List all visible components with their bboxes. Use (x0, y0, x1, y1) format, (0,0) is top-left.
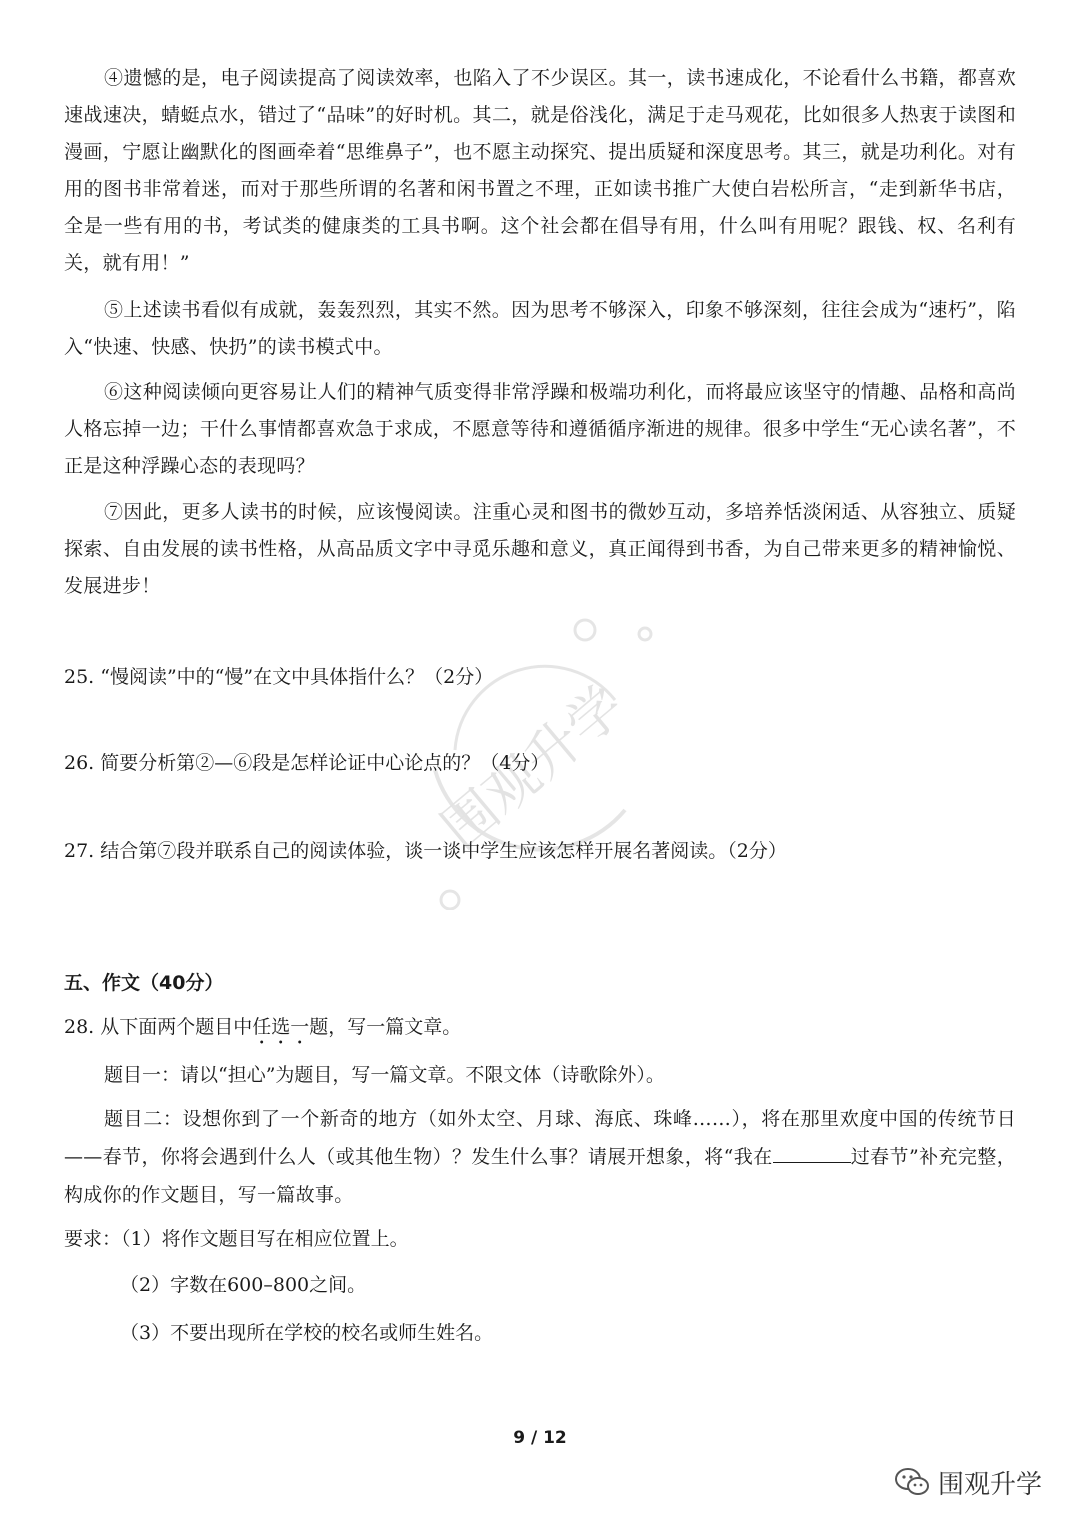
q28-emphasis: 任选一 (252, 1016, 310, 1038)
fill-blank (773, 1144, 851, 1163)
paragraph-4: ④遗憾的是，电子阅读提高了阅读效率，也陷入了不少误区。其一，读书速成化，不论看什么书籍，都喜欢速战速决，蜻蜓点水，错过了“品味”的好时机。其二，就是俗浅化，满足于走马观花，比如很多人热衷于读图和漫画，宁愿让幽默化的图画牵着“思维鼻子”，也不愿主动探究、提出质疑和深度思考。其三，就是功利化。对有用的图书非常着迷，而对于那些所谓的名著和闲书置之不理，正如读书推广大使白岩松所言，“走到新华书店，全是一些有用的书，考试类的健康类的工具书啊。这个社会都在倡导有用，什么叫有用呢？跟钱、权、名利有关，就有用！” (64, 67, 1016, 274)
paragraph-7: ⑦因此，更多人读书的时候，应该慢阅读。注重心灵和图书的微妙互动，多培养恬淡闲适、从容独立、质疑探索、自由发展的读书性格，从高品质文字中寻觅乐趣和意义，真正闻得到书香，为自己带来更多的精神愉悦、发展进步！ (64, 501, 1016, 597)
topic-one: 题目一：请以“担心”为题目，写一篇文章。不限文体（诗歌除外）。 (104, 1064, 665, 1086)
footer-brand (894, 1462, 1042, 1502)
paragraph-5: ⑤上述读书看似有成就，轰轰烈烈，其实不然。因为思考不够深入，印象不够深刻，往往会成为“速朽”，陷入“快速、快感、快扔”的读书模式中。 (64, 299, 1016, 358)
q28-suffix: 题，写一篇文章。 (309, 1016, 462, 1038)
footer-brand-text: 围观升学 (937, 1469, 1042, 1500)
requirement-2: （2）字数在600–800之间。 (120, 1274, 367, 1296)
requirement-1: 要求：（1）将作文题目写在相应位置上。 (64, 1228, 409, 1250)
question-25: 25. “慢阅读”中的“慢”在文中具体指什么？（2分） (64, 666, 494, 688)
wechat-icon (894, 1467, 930, 1497)
topic-two-part-a: 题目二：设想你到了一个新奇的地方（如外太空、月球、海底、珠峰……），将在那里欢度中国的传统节日——春节，你将会遇到什么人（或其他生物）？发生什么事？请展开想象，将“我在 (64, 1108, 1016, 1168)
topic-two (64, 1100, 1016, 1214)
section-title-composition: 五、作文（40分） (64, 972, 224, 994)
question-27: 27. 结合第⑦段并联系自己的阅读体验，谈一谈中学生应该怎样开展名著阅读。（2分） (64, 840, 787, 862)
requirement-3: （3）不要出现所在学校的校名或师生姓名。 (120, 1322, 494, 1344)
topic-two-part-b: 过春节”补充完整，构成你的作文题目，写一篇故事。 (64, 1146, 1016, 1206)
page-number: 9 / 12 (513, 1428, 567, 1448)
watermark-seal (395, 610, 675, 910)
question-28 (64, 1012, 1016, 1049)
paragraph-6: ⑥这种阅读倾向更容易让人们的精神气质变得非常浮躁和极端功利化，而将最应该坚守的情趣、品格和高尚人格忘掉一边；干什么事情都喜欢急于求成，不愿意等待和遵循循序渐进的规律。很多中学生“无心读名著”，不正是这种浮躁心态的表现吗？ (64, 381, 1016, 477)
watermark-text: 围观升学 (429, 673, 636, 861)
q28-prefix: 28. 从下面两个题目中 (64, 1016, 253, 1038)
question-26: 26. 简要分析第②—⑥段是怎样论证中心论点的？（4分） (64, 752, 550, 774)
